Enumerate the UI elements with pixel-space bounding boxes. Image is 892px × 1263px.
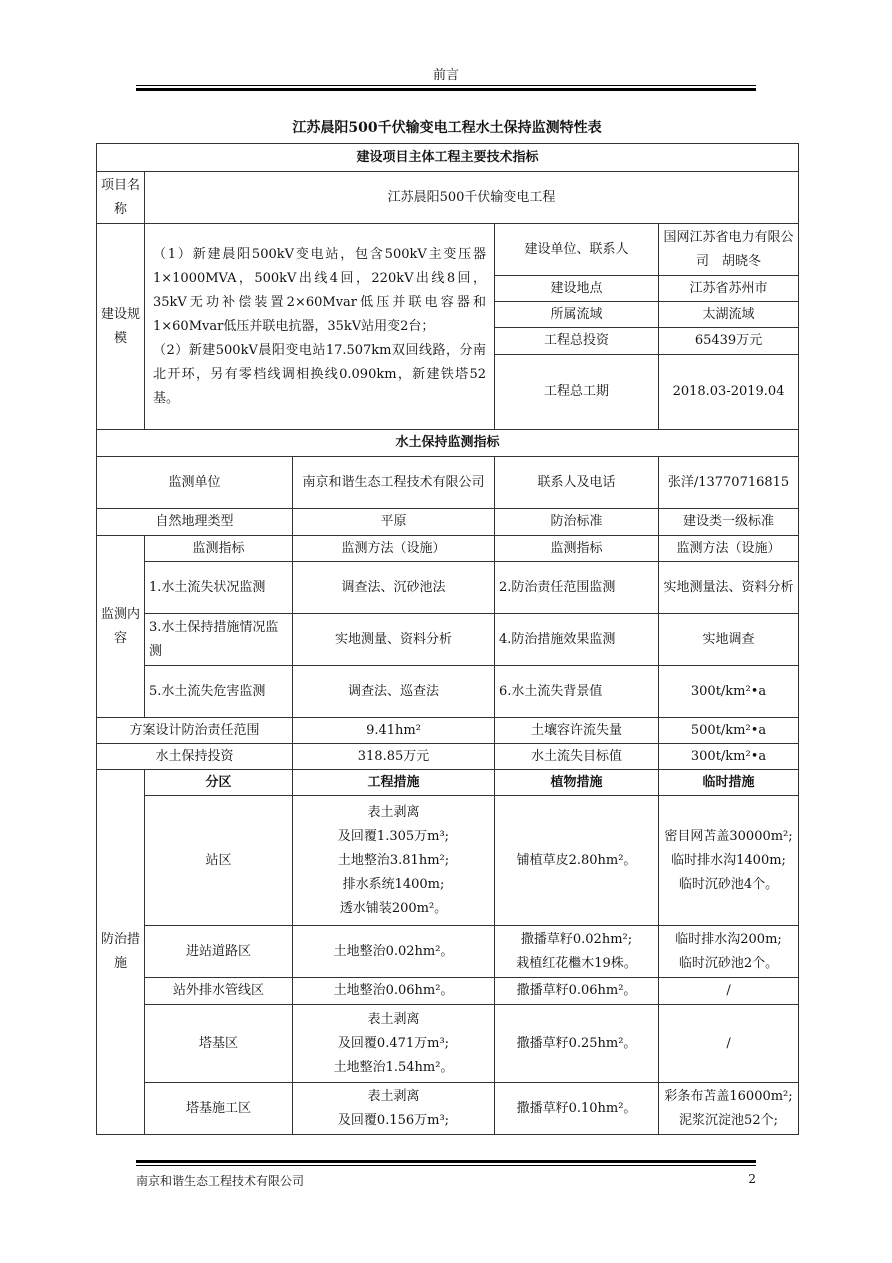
- range-value: 9.41hm²: [293, 718, 495, 744]
- scale-description: [145, 224, 495, 430]
- footer-rule-thick: [136, 1160, 756, 1163]
- range-label: 方案设计防治责任范围: [97, 718, 293, 744]
- unit-value: 国网江苏省电力有限公司 胡晓冬: [659, 224, 799, 276]
- footer-rule-thin: [136, 1165, 756, 1166]
- temp-station: 密目网苫盖30000m²; 临时排水沟1400m; 临时沉砂池4个。: [659, 796, 799, 926]
- soil-investment-value: 318.85万元: [293, 744, 495, 770]
- project-name-label: 项目名称: [97, 172, 145, 224]
- measures-label: 防治措施: [97, 770, 145, 1135]
- basin-label: 所属流域: [495, 302, 659, 328]
- header-rule-thick: [136, 88, 756, 91]
- section2-heading: 水土保持监测指标: [97, 430, 799, 457]
- eng-tower-base: 表土剥离 及回覆0.471万m³; 土地整治1.54hm²。: [293, 1005, 495, 1083]
- monitor-method-3: 实地测量、资料分析: [293, 614, 495, 666]
- col-method-2: 监测方法（设施）: [659, 536, 799, 562]
- page-number: 2: [748, 1172, 756, 1186]
- location-label: 建设地点: [495, 276, 659, 302]
- contact-label: 联系人及电话: [495, 457, 659, 509]
- col-method-1: 监测方法（设施）: [293, 536, 495, 562]
- header-temporary: 临时措施: [659, 770, 799, 796]
- eng-tower-construction: 表土剥离 及回覆0.156万m³;: [293, 1083, 495, 1135]
- plant-access-road: 撒播草籽0.02hm²; 栽植红花檵木19株。: [495, 926, 659, 978]
- monitor-item-1: 1.水土流失状况监测: [145, 562, 293, 614]
- period-value: 2018.03-2019.04: [659, 355, 799, 430]
- monitor-item-2: 2.防治责任范围监测: [495, 562, 659, 614]
- project-name-value: 江苏晨阳500千伏输变电工程: [145, 172, 799, 224]
- soil-investment-label: 水土保持投资: [97, 744, 293, 770]
- target-value: 300t/km²•a: [659, 744, 799, 770]
- col-index-2: 监测指标: [495, 536, 659, 562]
- zone-drainage: 站外排水管线区: [145, 978, 293, 1005]
- investment-label: 工程总投资: [495, 328, 659, 355]
- scale-label: 建设规模: [97, 224, 145, 430]
- plant-tower-construction: 撒播草籽0.10hm²。: [495, 1083, 659, 1135]
- zone-tower-base: 塔基区: [145, 1005, 293, 1083]
- section1-heading: 建设项目主体工程主要技术指标: [97, 144, 799, 172]
- standard-label: 防治标准: [495, 509, 659, 536]
- monitor-method-6: 300t/km²•a: [659, 666, 799, 718]
- header-rule-thin: [136, 85, 756, 86]
- scale-paragraph-1: （1）新建晨阳500kV变电站，包含500kV主变压器1×1000MVA，500kV出线4回，220kV出线8回，35kV无功补偿装置2×60Mvar低压并联电容器和1×60Mvar低压并联电抗器，35kV站用变2台；: [153, 246, 486, 334]
- plant-drainage: 撒播草籽0.06hm²。: [495, 978, 659, 1005]
- monitoring-characteristics-table: [96, 143, 799, 1135]
- standard-value: 建设类一级标准: [659, 509, 799, 536]
- monitor-method-1: 调查法、沉砂池法: [293, 562, 495, 614]
- zone-station: 站区: [145, 796, 293, 926]
- monitor-unit-value: 南京和谐生态工程技术有限公司: [293, 457, 495, 509]
- monitor-method-4: 实地调查: [659, 614, 799, 666]
- monitor-method-2: 实地测量法、资料分析: [659, 562, 799, 614]
- footer-company: 南京和谐生态工程技术有限公司: [136, 1174, 305, 1188]
- geo-type-value: 平原: [293, 509, 495, 536]
- investment-value: 65439万元: [659, 328, 799, 355]
- header-zone: 分区: [145, 770, 293, 796]
- allow-loss-value: 500t/km²•a: [659, 718, 799, 744]
- geo-type-label: 自然地理类型: [97, 509, 293, 536]
- temp-tower-construction: 彩条布苫盖16000m²; 泥浆沉淀池52个;: [659, 1083, 799, 1135]
- zone-tower-construction: 塔基施工区: [145, 1083, 293, 1135]
- monitor-unit-label: 监测单位: [97, 457, 293, 509]
- basin-value: 太湖流域: [659, 302, 799, 328]
- monitor-content-label: 监测内容: [97, 536, 145, 718]
- allow-loss-label: 土壤容许流失量: [495, 718, 659, 744]
- running-header: 前言: [432, 68, 459, 83]
- col-index-1: 监测指标: [145, 536, 293, 562]
- eng-station: 表土剥离 及回覆1.305万m³; 土地整治3.81hm²; 排水系统1400m; 透水铺装200m²。: [293, 796, 495, 926]
- header-engineering: 工程措施: [293, 770, 495, 796]
- monitor-method-5: 调查法、巡查法: [293, 666, 495, 718]
- contact-value: 张洋/13770716815: [659, 457, 799, 509]
- temp-access-road: 临时排水沟200m; 临时沉砂池2个。: [659, 926, 799, 978]
- monitor-item-4: 4.防治措施效果监测: [495, 614, 659, 666]
- location-value: 江苏省苏州市: [659, 276, 799, 302]
- scale-paragraph-2: （2）新建500kV晨阳变电站17.507km双回线路，分南北开环，另有零档线调相换线0.090km，新建铁塔52基。: [153, 342, 486, 406]
- header-plant: 植物措施: [495, 770, 659, 796]
- temp-tower-base: /: [659, 1005, 799, 1083]
- monitor-item-6: 6.水土流失背景值: [495, 666, 659, 718]
- period-label: 工程总工期: [495, 355, 659, 430]
- zone-access-road: 进站道路区: [145, 926, 293, 978]
- unit-label: 建设单位、联系人: [495, 224, 659, 276]
- plant-tower-base: 撒播草籽0.25hm²。: [495, 1005, 659, 1083]
- monitor-item-3: 3.水土保持措施情况监测: [145, 614, 293, 666]
- plant-station: 铺植草皮2.80hm²。: [495, 796, 659, 926]
- eng-access-road: 土地整治0.02hm²。: [293, 926, 495, 978]
- table-title: 江苏晨阳500千伏输变电工程水土保持监测特性表: [292, 120, 602, 136]
- eng-drainage: 土地整治0.06hm²。: [293, 978, 495, 1005]
- temp-drainage: /: [659, 978, 799, 1005]
- target-label: 水土流失目标值: [495, 744, 659, 770]
- monitor-item-5: 5.水土流失危害监测: [145, 666, 293, 718]
